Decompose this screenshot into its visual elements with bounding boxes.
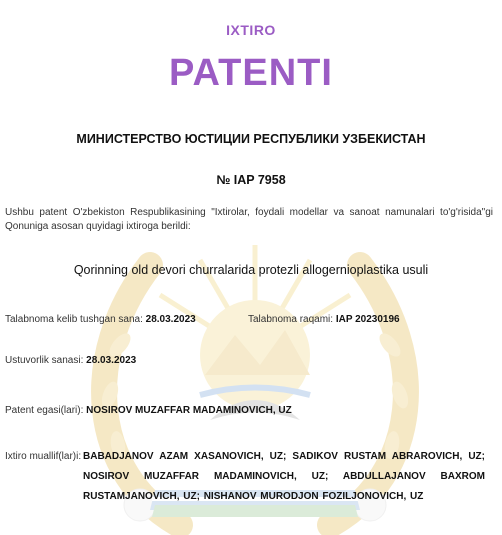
invention-title: Qorinning old devori churralarida protezli allogernioplastika usuli (73, 263, 429, 277)
document-title: PATENTI (169, 52, 333, 94)
authors-block (5, 447, 485, 507)
authors-names: BABADJANOV AZAM XASANOVICH, UZ; SADIKOV RUSTAM ABRAROVICH, UZ; NOSIROV MUZAFFAR MADAMINOVICH, UZ; ABDULLAJANOV BAXROM RUSTAMJANOVICH, UZ; NISHANOV MURODJON FOZILJONOVICH, UZ (83, 451, 485, 502)
priority-date-label: Ustuvorlik sanasi: (5, 355, 84, 366)
patent-owner (5, 405, 292, 416)
application-number-value: IAP 20230196 (335, 314, 400, 325)
patent-owner-value: NOSIROV MUZAFFAR MADAMINOVICH, UZ (86, 405, 292, 416)
ministry-name: МИНИСТЕРСТВО ЮСТИЦИИ РЕСПУБЛИКИ УЗБЕКИСТАН (76, 132, 426, 146)
authors-label: Ixtiro muallif(lar)i: (5, 451, 82, 462)
document-kind: IXTIRO (226, 22, 276, 38)
intro-paragraph: Ushbu patent O'zbekiston Respublikasining "Ixtirolar, foydali modellar va sanoat namunalari to'g'risida"gi Qonuniga asosan quyidagi ixtiroga berildi: (5, 207, 493, 232)
patent-owner-label: Patent egasi(lari): (5, 405, 84, 416)
filing-date-value: 28.03.2023 (145, 314, 196, 325)
filing-date-label: Talabnoma kelib tushgan sana: (5, 314, 143, 325)
priority-date (5, 355, 136, 366)
application-number (248, 314, 400, 325)
priority-date-value: 28.03.2023 (86, 355, 137, 366)
application-number-label: Talabnoma raqami: (248, 314, 334, 325)
patent-number: № IAP 7958 (216, 173, 286, 187)
filing-date (5, 314, 196, 325)
